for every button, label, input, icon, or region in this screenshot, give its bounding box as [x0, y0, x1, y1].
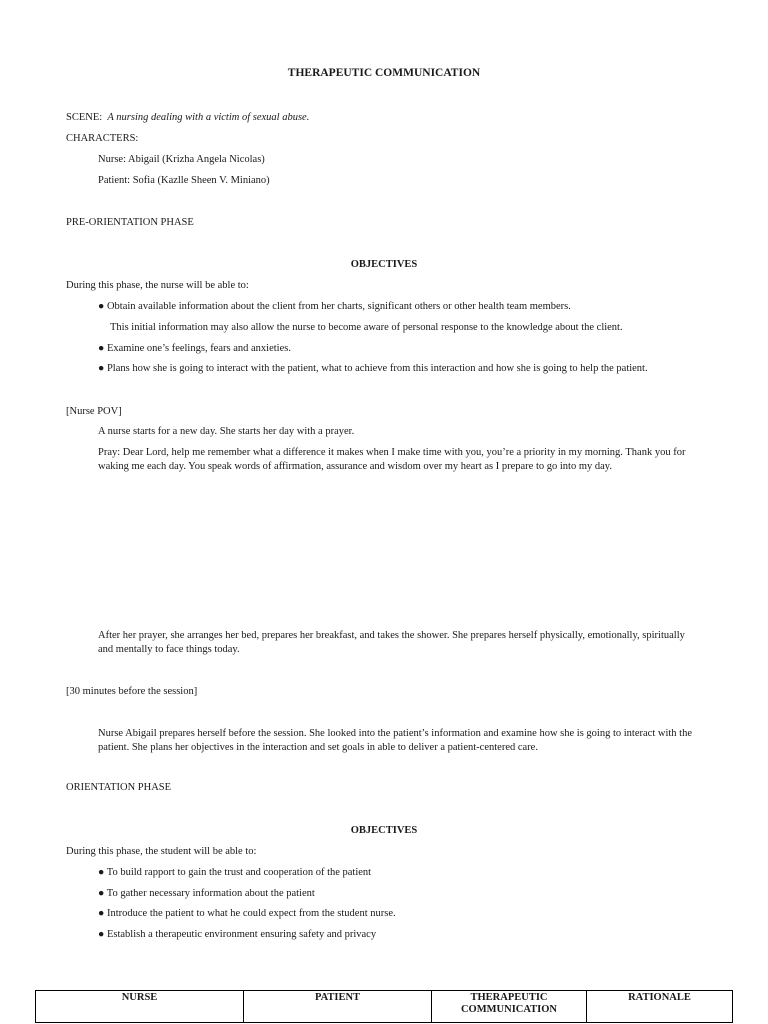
pre-orientation-bullet: ● Plans how she is going to interact with the patient, what to achieve from this interaction and how she is going to help the patient. [98, 363, 648, 374]
orientation-intro: During this phase, the student will be able to: [66, 846, 257, 857]
before-session-paragraph: Nurse Abigail prepares herself before the session. She looked into the patient’s information and examine how she is going to interact with the patient. She plans her objectives in the interaction and set goals in able to deliver a patient-centered care. [98, 728, 692, 753]
orientation-bullet: ● Establish a therapeutic environment ensuring safety and privacy [98, 929, 377, 940]
pre-orientation-intro: During this phase, the nurse will be able to: [66, 280, 249, 291]
orientation-heading: ORIENTATION PHASE [66, 782, 172, 793]
prayer-paragraph: Pray: Dear Lord, help me remember what a difference it makes when I make time with you, you’re a priority in my morning. Thank you for waking me each day. You speak words of affirmation, assurance and wisdom over my heart as I prepare to go into my day. [98, 447, 686, 472]
scene-text: A nursing dealing with a victim of sexual abuse. [107, 112, 310, 123]
pre-orientation-bullet: ● Examine one’s feelings, fears and anxieties. [98, 343, 291, 354]
table-header-nurse: NURSE [36, 991, 244, 1023]
character-nurse: Nurse: Abigail (Krizha Angela Nicolas) [98, 154, 265, 165]
before-session-label: [30 minutes before the session] [66, 686, 198, 697]
scene-line [66, 111, 309, 125]
characters-label: CHARACTERS: [66, 133, 139, 144]
table-header-therapeutic-communication: THERAPEUTIC COMMUNICATION [432, 991, 587, 1023]
nurse-pov-line: A nurse starts for a new day. She starts her day with a prayer. [98, 426, 355, 437]
communication-table [35, 990, 733, 1023]
orientation-bullet: ● To build rapport to gain the trust and cooperation of the patient [98, 867, 372, 878]
pre-orientation-objectives-heading: OBJECTIVES [350, 259, 418, 270]
orientation-bullet: ● Introduce the patient to what he could expect from the student nurse. [98, 908, 396, 919]
nurse-pov-label: [Nurse POV] [66, 406, 122, 417]
orientation-bullet: ● To gather necessary information about the patient [98, 888, 315, 899]
table-header-patient: PATIENT [244, 991, 432, 1023]
after-prayer-paragraph: After her prayer, she arranges her bed, prepares her breakfast, and takes the shower. She prepares herself physically, emotionally, spiritually and mentally to face things today. [98, 630, 685, 655]
pre-orientation-bullet: ● Obtain available information about the client from her charts, significant others or other health team members. [98, 301, 571, 312]
pre-orientation-heading: PRE-ORIENTATION PHASE [66, 217, 194, 228]
orientation-objectives-heading: OBJECTIVES [350, 825, 418, 836]
character-patient: Patient: Sofia (Kazlle Sheen V. Miniano) [98, 175, 270, 186]
scene-label: SCENE: [66, 112, 103, 123]
pre-orientation-bullet-continuation: This initial information may also allow the nurse to become aware of personal response to the knowledge about the client. [110, 322, 623, 333]
table-header-rationale: RATIONALE [587, 991, 733, 1023]
table-header-row [36, 991, 733, 1023]
document-title: THERAPEUTIC COMMUNICATION [287, 67, 481, 79]
